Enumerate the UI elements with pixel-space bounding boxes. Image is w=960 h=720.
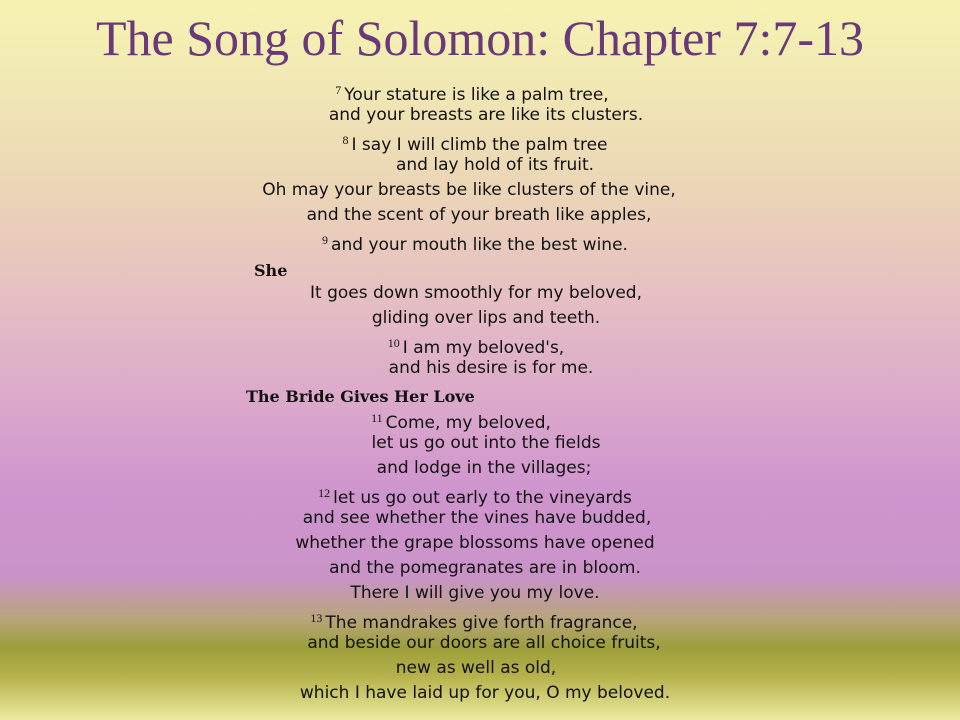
verse-line <box>300 681 670 706</box>
verse-text: and his desire is for me. <box>388 358 594 378</box>
verse-number: 7 <box>335 83 342 97</box>
section-heading-she <box>254 258 287 283</box>
verse-text: and the pomegranates are in bloom. <box>329 558 641 578</box>
verse-line <box>295 531 654 556</box>
verse-line <box>396 153 594 178</box>
verse-text: and the scent of your breath like apples, <box>306 205 652 225</box>
verse-line <box>329 556 641 581</box>
verse-line <box>307 631 660 656</box>
verse-text: and your breasts are like its clusters. <box>328 105 644 125</box>
heading-text: She <box>254 261 288 280</box>
verse-line <box>372 431 601 456</box>
verse-text: and lay hold of its fruit. <box>395 155 595 175</box>
verse-number: 8 <box>342 133 349 147</box>
verse-number: 11 <box>371 411 383 425</box>
verse-line <box>322 228 628 258</box>
verse-text: new as well as old, <box>395 658 557 678</box>
verse-line <box>396 656 556 681</box>
verse-line <box>310 281 642 306</box>
verse-number: 10 <box>387 336 400 350</box>
verse-text: gliding over lips and teeth. <box>371 308 601 328</box>
verse-text: I am my beloved's, <box>402 338 565 358</box>
verse-line <box>389 356 594 381</box>
verse-text: The mandrakes give forth fragrance, <box>325 613 638 633</box>
verse-line <box>372 306 600 331</box>
verse-line <box>329 103 643 128</box>
verse-text: and lodge in the villages; <box>376 458 592 478</box>
verse-line <box>303 506 652 531</box>
verse-text: and see whether the vines have budded, <box>302 508 652 528</box>
verse-number: 13 <box>310 611 323 625</box>
verse-line <box>377 456 592 481</box>
verse-text: There I will give you my love. <box>350 583 600 603</box>
verse-text: Your stature is like a palm tree, <box>344 85 609 105</box>
verse-text: and beside our doors are all choice fruits, <box>307 633 661 653</box>
verse-line <box>307 203 652 228</box>
verse-text: whether the grape blossoms have opened <box>295 533 655 553</box>
heading-text: The Bride Gives Her Love <box>246 387 475 406</box>
verse-text: which I have laid up for you, O my beloved. <box>299 683 671 703</box>
verse-text: Come, my beloved, <box>385 413 551 433</box>
page-title: The Song of Solomon: Chapter 7:7-13 <box>96 10 864 66</box>
verse-text: Oh may your breasts be like clusters of the vine, <box>262 180 676 200</box>
verse-text: I say I will climb the palm tree <box>351 135 608 155</box>
verse-line <box>350 581 599 606</box>
verse-number: 9 <box>322 233 329 247</box>
verse-text: let us go out early to the vineyards <box>333 488 632 508</box>
verse-line <box>262 178 676 203</box>
verse-number: 12 <box>318 486 331 500</box>
verse-text: It goes down smoothly for my beloved, <box>309 283 643 303</box>
verse-text: let us go out into the fields <box>371 433 601 453</box>
verse-text: and your mouth like the best wine. <box>331 235 628 255</box>
